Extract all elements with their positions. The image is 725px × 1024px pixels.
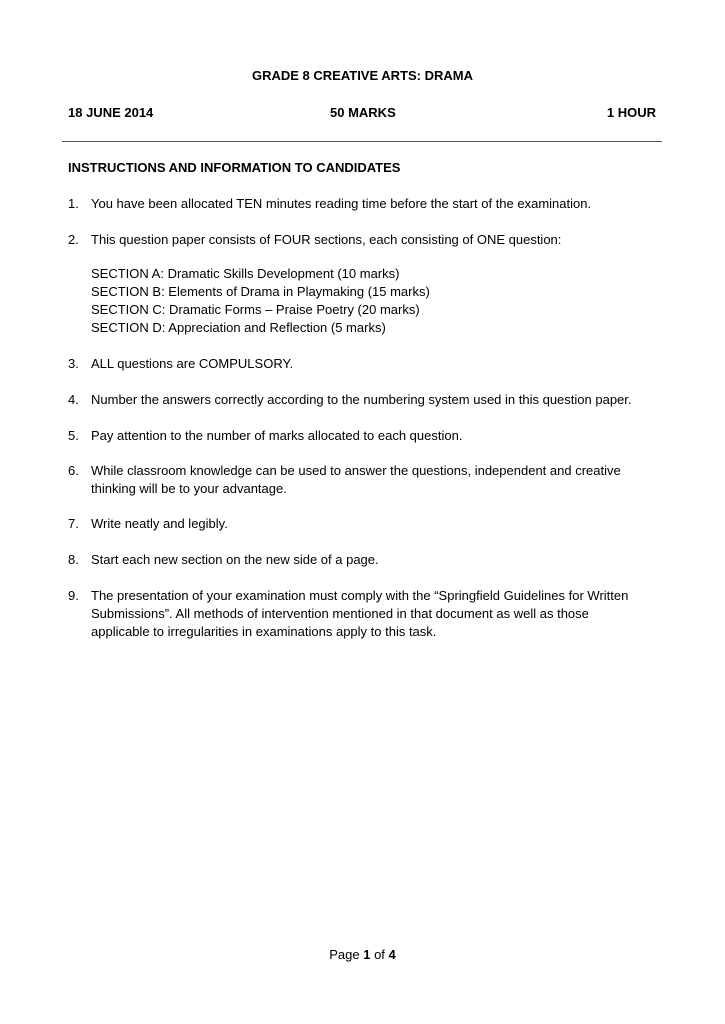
section-b: SECTION B: Elements of Drama in Playmaking (15 marks) — [91, 284, 430, 299]
instruction-number: 6. — [68, 463, 79, 478]
instruction-item-4 — [68, 391, 668, 409]
instruction-text: This question paper consists of FOUR sections, each consisting of ONE question: — [91, 232, 562, 247]
instruction-number: 7. — [68, 516, 79, 531]
exam-meta-row — [68, 105, 656, 125]
instruction-item-9 — [68, 587, 638, 641]
page-footer — [0, 947, 725, 962]
instructions-heading: INSTRUCTIONS AND INFORMATION TO CANDIDATES — [68, 160, 401, 175]
instruction-text: You have been allocated TEN minutes reading time before the start of the examination. — [91, 196, 592, 211]
page-title: GRADE 8 CREATIVE ARTS: DRAMA — [251, 68, 473, 83]
instruction-text: Number the answers correctly according to the numbering system used in this question paper. — [91, 392, 632, 407]
header-divider — [62, 141, 662, 142]
exam-total-marks: 50 MARKS — [330, 105, 396, 120]
instruction-number: 2. — [68, 232, 79, 247]
page-of-label: of — [374, 947, 385, 962]
instruction-item-7 — [68, 515, 668, 533]
exam-duration: 1 HOUR — [606, 105, 656, 120]
instruction-number: 5. — [68, 428, 79, 443]
instruction-text: The presentation of your examination must comply with the “Springfield Guidelines for Written Submissions”. All methods of intervention mentioned in that document as well as those applicable to irregularities in examinations apply to this task. — [91, 588, 629, 639]
instruction-text: While classroom knowledge can be used to answer the questions, independent and creative thinking will be to your advantage. — [91, 463, 621, 496]
instruction-text: Write neatly and legibly. — [91, 516, 228, 531]
instruction-number: 9. — [68, 588, 79, 603]
page-label: Page — [329, 947, 360, 962]
instruction-item-8 — [68, 551, 668, 569]
instruction-item-3 — [68, 355, 668, 373]
instruction-item-5 — [68, 427, 668, 445]
instruction-text: ALL questions are COMPULSORY. — [91, 356, 294, 371]
instruction-number: 8. — [68, 552, 79, 567]
instruction-text: Pay attention to the number of marks allocated to each question. — [91, 428, 463, 443]
page-total: 4 — [388, 947, 396, 962]
instruction-item-1 — [68, 195, 668, 213]
instruction-number: 4. — [68, 392, 79, 407]
section-d: SECTION D: Appreciation and Reflection (5 marks) — [91, 320, 386, 335]
page-current: 1 — [363, 947, 371, 962]
exam-date: 18 JUNE 2014 — [68, 105, 154, 120]
instruction-number: 1. — [68, 196, 79, 211]
section-c: SECTION C: Dramatic Forms – Praise Poetry (20 marks) — [91, 302, 420, 317]
instruction-number: 3. — [68, 356, 79, 371]
instruction-text: Start each new section on the new side of a page. — [91, 552, 379, 567]
section-a: SECTION A: Dramatic Skills Development (10 marks) — [91, 266, 400, 281]
section-list — [91, 265, 430, 337]
instruction-item-2 — [68, 231, 668, 249]
instruction-item-6 — [68, 462, 648, 498]
